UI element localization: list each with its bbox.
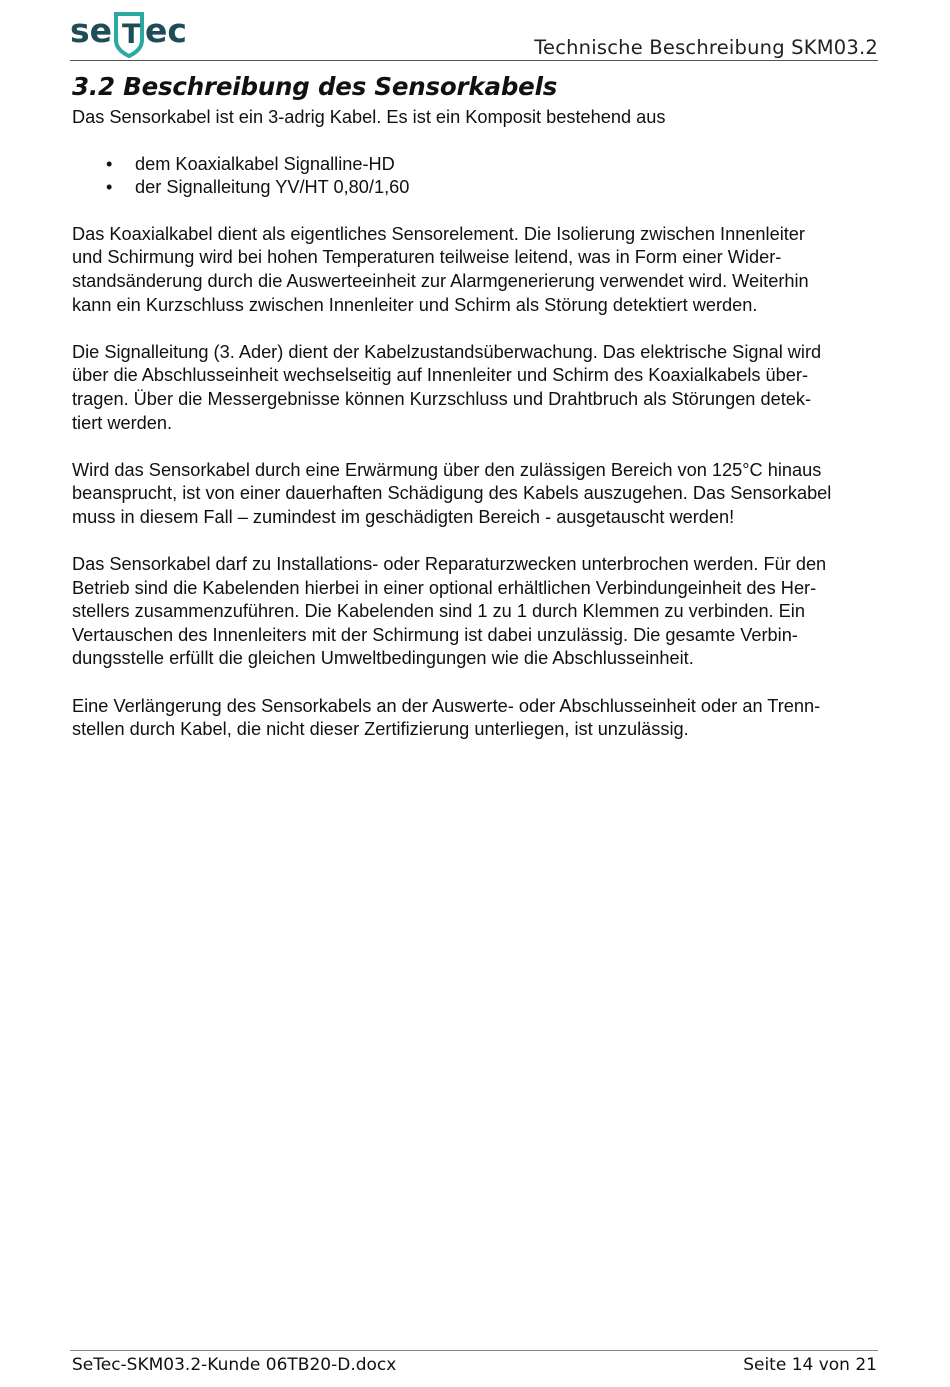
- text-line: stellen durch Kabel, die nicht dieser Zertifizierung unterliegen, ist unzulässig.: [72, 719, 689, 740]
- list-item-text: der Signalleitung YV/HT 0,80/1,60: [135, 177, 410, 198]
- component-list: [72, 153, 882, 200]
- bullet-icon: •: [106, 153, 113, 174]
- intro-paragraph: Das Sensorkabel ist ein 3-adrig Kabel. Es ist ein Komposit bestehend aus: [72, 107, 666, 127]
- paragraph-gap: [72, 530, 882, 554]
- logo-text-right: ec: [145, 11, 187, 50]
- text-line: Das Sensorkabel darf zu Installations- oder Reparaturzwecken unterbrochen werden. Für den: [72, 554, 827, 575]
- paragraph-gap: [72, 671, 882, 695]
- section-heading: 3.2 Beschreibung des Sensorkabels: [72, 72, 558, 101]
- text-line: Die Signalleitung (3. Ader) dient der Kabelzustandsüberwachung. Das elektrische Signal wird: [72, 341, 822, 362]
- footer-filename: SeTec-SKM03.2-Kunde 06TB20-D.docx: [72, 1355, 397, 1375]
- footer-page-number: Seite 14 von 21: [743, 1355, 877, 1375]
- text-line: kann ein Kurzschluss zwischen Innenleiter und Schirm als Störung detektiert werden.: [72, 294, 758, 315]
- text-line: stellers zusammenzuführen. Die Kabelenden sind 1 zu 1 durch Klemmen zu verbinden. Ein: [72, 601, 805, 622]
- paragraph-extension: [72, 695, 882, 742]
- text-line: Betrieb sind die Kabelenden hierbei in einer optional erhältlichen Verbindungeinheit des Her-: [72, 577, 817, 598]
- text-line: Eine Verlängerung des Sensorkabels an der Auswerte- oder Abschlusseinheit oder an Trenn-: [72, 695, 821, 716]
- paragraph-temperature: [72, 459, 882, 530]
- list-item: [72, 176, 882, 200]
- page-content: [72, 70, 882, 742]
- text-line: und Schirmung wird bei hohen Temperaturen teilweise leitend, was in Form einer Wider-: [72, 247, 782, 268]
- text-line: über die Abschlusseinheit wechselseitig auf Innenleiter und Schirm des Koaxialkabels über-: [72, 365, 809, 386]
- text-line: muss in diesem Fall – zumindest im geschädigten Bereich - ausgetauscht werden!: [72, 506, 735, 527]
- paragraph-coax: [72, 223, 882, 317]
- footer-divider: [70, 1350, 878, 1351]
- paragraph-installation: [72, 553, 882, 671]
- header-divider: [70, 60, 878, 61]
- text-line: dungsstelle erfüllt die gleichen Umweltbedingungen wie die Abschlusseinheit.: [72, 648, 694, 669]
- text-line: tragen. Über die Messergebnisse können Kurzschluss und Drahtbruch als Störungen detek-: [72, 388, 812, 409]
- logo-text-left: se: [70, 11, 113, 50]
- logo-text-mid: T: [122, 19, 141, 50]
- paragraph-signal: [72, 341, 882, 435]
- paragraph-gap: [72, 317, 882, 341]
- paragraph-gap: [72, 435, 882, 459]
- list-item-text: dem Koaxialkabel Signalline-HD: [135, 153, 395, 174]
- text-line: standsänderung durch die Auswerteeinheit zur Alarmgenerierung verwendet wird. Weiterhin: [72, 270, 809, 291]
- text-line: Vertauschen des Innenleiters mit der Schirmung ist dabei unzulässig. Die gesamte Verbin-: [72, 624, 798, 645]
- setec-logo: [70, 10, 205, 58]
- bullet-icon: •: [106, 177, 113, 198]
- text-line: beansprucht, ist von einer dauerhaften Schädigung des Kabels auszugehen. Das Sensorkabel: [72, 483, 832, 504]
- document-title: Technische Beschreibung SKM03.2: [534, 36, 878, 59]
- text-line: tiert werden.: [72, 412, 173, 433]
- text-line: Wird das Sensorkabel durch eine Erwärmung über den zulässigen Bereich von 125°C hinaus: [72, 459, 822, 480]
- text-line: Das Koaxialkabel dient als eigentliches Sensorelement. Die Isolierung zwischen Innenleiter: [72, 223, 805, 244]
- list-item: [72, 153, 882, 177]
